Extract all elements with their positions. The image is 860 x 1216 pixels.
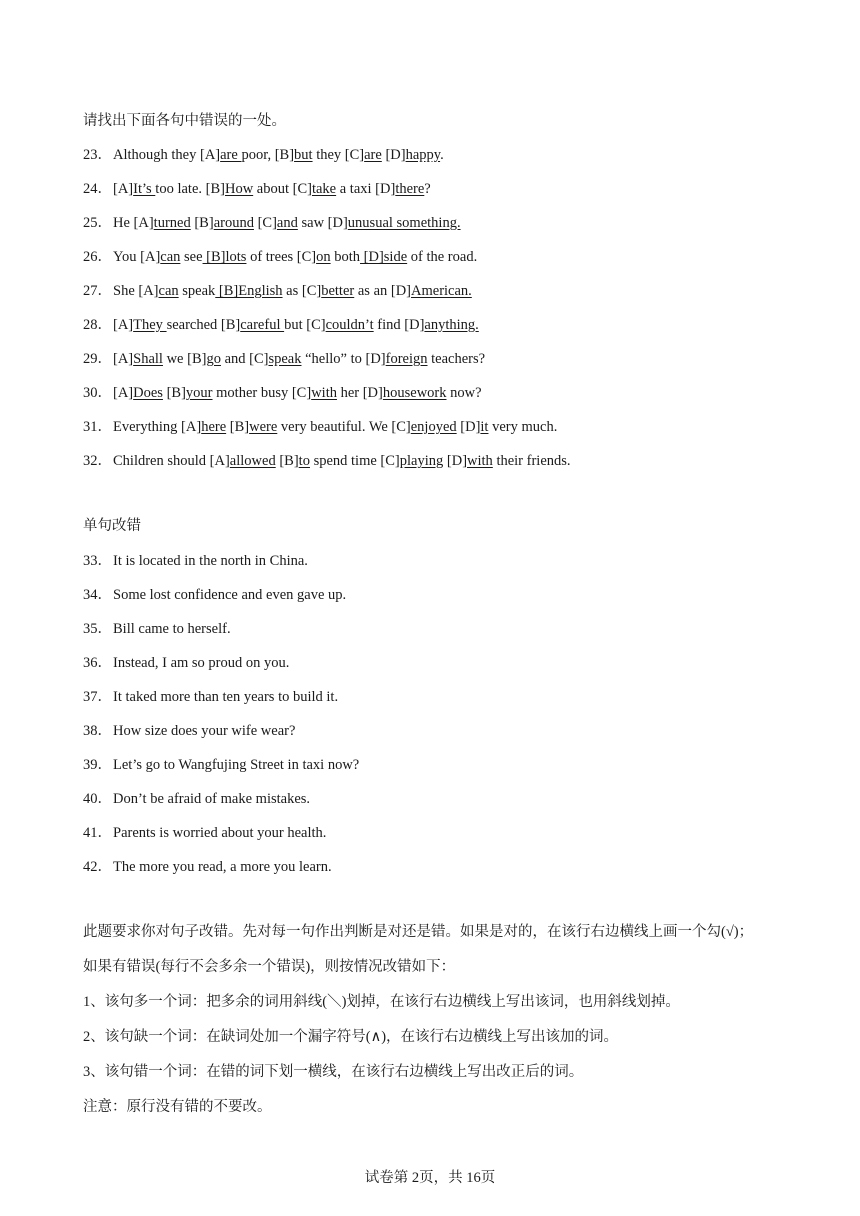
question-text: teachers?: [427, 351, 486, 367]
correction-item: [83, 551, 308, 571]
underlined-option: on: [316, 249, 331, 265]
underlined-option: your: [185, 385, 213, 401]
question-text: [D]: [381, 147, 406, 163]
underlined-option: are: [220, 147, 242, 163]
instruction-line: 此题要求你对句子改错。先对每一句作出判断是对还是错。如果是对的，在该行右边横线上画一个勾(√)；: [83, 924, 754, 940]
question-text: spend time [C]: [309, 453, 400, 469]
question-number: 30．: [83, 385, 112, 401]
correction-item: [83, 789, 310, 809]
question-text: [D]: [456, 419, 481, 435]
item-text: How size does your wife wear?: [113, 723, 296, 739]
underlined-option: to: [298, 453, 310, 469]
item-number: 34．: [83, 587, 112, 603]
underlined-option: It’s: [133, 181, 156, 197]
question-text: too late. [B]: [155, 181, 225, 197]
question-text: we [B]: [162, 351, 207, 367]
underlined-option: couldn’t: [325, 317, 374, 333]
item-number: 42．: [83, 859, 112, 875]
question-text: and [C]: [220, 351, 269, 367]
item-number: 37．: [83, 689, 112, 705]
question-number: 31．: [83, 419, 112, 435]
item-text: Instead, I am so proud on you.: [113, 655, 290, 671]
underlined-option: take: [311, 181, 337, 197]
question-text: a taxi [D]: [336, 181, 396, 197]
underlined-option: around: [213, 215, 254, 231]
question-item: [83, 417, 557, 437]
question-text: [B]: [190, 215, 214, 231]
question-text: mother busy [C]: [212, 385, 312, 401]
underlined-option: housework: [382, 385, 447, 401]
question-text: [C]: [253, 215, 277, 231]
underlined-option: it: [480, 419, 489, 435]
item-text: The more you read, a more you learn.: [113, 859, 332, 875]
question-text: now?: [446, 385, 482, 401]
correction-item: [83, 755, 359, 775]
question-item: [83, 281, 472, 301]
section2-heading: 单句改错: [83, 518, 141, 534]
underlined-option: playing: [399, 453, 444, 469]
page-footer: 试卷第 2页，共 16页: [364, 1170, 496, 1186]
item-text: It is located in the north in China.: [113, 553, 308, 569]
question-text: searched [B]: [166, 317, 241, 333]
underlined-option: American.: [411, 283, 472, 299]
item-number: 33．: [83, 553, 112, 569]
underlined-option: [B]lots: [202, 249, 247, 265]
question-text: find [D]: [373, 317, 425, 333]
underlined-option: happy: [405, 147, 441, 163]
item-number: 39．: [83, 757, 112, 773]
underlined-option: and: [276, 215, 298, 231]
question-text: very much.: [488, 419, 558, 435]
instruction-line: 1、该句多一个词：把多余的词用斜线(＼)划掉，在该行右边横线上写出该词，也用斜线划掉。: [83, 994, 680, 1010]
question-text: [B]: [275, 453, 299, 469]
question-text: their friends.: [492, 453, 571, 469]
question-text: Although they [A]: [113, 147, 221, 163]
underlined-option: with: [467, 453, 493, 469]
instruction-line: 2、该句缺一个词：在缺词处加一个漏字符号(∧)，在该行右边横线上写出该加的词。: [83, 1029, 619, 1045]
underlined-option: unusual something.: [347, 215, 461, 231]
item-number: 40．: [83, 791, 112, 807]
underlined-option: turned: [153, 215, 191, 231]
underlined-option: can: [158, 283, 179, 299]
question-text: [A]: [113, 317, 134, 333]
underlined-option: Shall: [133, 351, 163, 367]
underlined-option: They: [133, 317, 167, 333]
underlined-option: were: [249, 419, 278, 435]
question-text: very beautiful. We [C]: [277, 419, 411, 435]
question-text: [A]: [113, 385, 134, 401]
question-item: [83, 451, 571, 471]
question-text: of the road.: [407, 249, 478, 265]
question-number: 28．: [83, 317, 112, 333]
correction-item: [83, 721, 295, 741]
item-number: 35．: [83, 621, 112, 637]
question-item: [83, 247, 477, 267]
underlined-option: enjoyed: [410, 419, 457, 435]
question-text: but [C]: [284, 317, 326, 333]
question-text: “hello” to [D]: [301, 351, 386, 367]
item-number: 38．: [83, 723, 112, 739]
question-text: of trees [C]: [246, 249, 317, 265]
underlined-option: careful: [240, 317, 285, 333]
question-text: .: [440, 147, 444, 163]
item-number: 41．: [83, 825, 112, 841]
question-text: Everything [A]: [113, 419, 202, 435]
item-text: Don’t be afraid of make mistakes.: [113, 791, 311, 807]
item-text: Parents is worried about your health.: [113, 825, 327, 841]
instruction-line: 3、该句错一个词：在错的词下划一横线，在该行右边横线上写出改正后的词。: [83, 1064, 584, 1080]
question-item: [83, 349, 485, 369]
underlined-option: speak: [268, 351, 302, 367]
underlined-option: but: [294, 147, 313, 163]
instruction-line: 注意：原行没有错的不要改。: [83, 1099, 272, 1115]
question-item: [83, 315, 479, 335]
item-number: 36．: [83, 655, 112, 671]
underlined-option: better: [321, 283, 355, 299]
correction-item: [83, 857, 332, 877]
question-text: as an [D]: [354, 283, 412, 299]
question-text: as [C]: [282, 283, 322, 299]
question-item: [83, 213, 461, 233]
question-text: [B]: [226, 419, 250, 435]
question-text: about [C]: [253, 181, 312, 197]
question-text: [B]: [162, 385, 186, 401]
correction-item: [83, 619, 231, 639]
question-number: 24．: [83, 181, 112, 197]
underlined-option: allowed: [229, 453, 276, 469]
underlined-option: there: [395, 181, 425, 197]
question-text: She [A]: [113, 283, 159, 299]
question-text: both: [330, 249, 361, 265]
question-text: [A]: [113, 351, 134, 367]
correction-item: [83, 585, 346, 605]
underlined-option: [D]side: [360, 249, 408, 265]
question-text: poor, [B]: [241, 147, 295, 163]
question-text: Children should [A]: [113, 453, 230, 469]
question-text: saw [D]: [297, 215, 348, 231]
item-text: Let’s go to Wangfujing Street in taxi now?: [113, 757, 360, 773]
question-number: 25．: [83, 215, 112, 231]
question-text: speak: [178, 283, 216, 299]
section1-heading: 请找出下面各句中错误的一处。: [83, 113, 286, 129]
question-text: He [A]: [113, 215, 154, 231]
underlined-option: How: [224, 181, 254, 197]
correction-item: [83, 687, 338, 707]
instruction-line: 如果有错误(每行不会多余一个错误)，则按情况改错如下：: [83, 959, 456, 975]
question-item: [83, 145, 444, 165]
item-text: Bill came to herself.: [113, 621, 231, 637]
question-text: see: [180, 249, 203, 265]
underlined-option: Does: [133, 385, 163, 401]
question-item: [83, 179, 431, 199]
question-number: 32．: [83, 453, 112, 469]
question-text: [D]: [443, 453, 468, 469]
question-text: her [D]: [336, 385, 383, 401]
question-number: 27．: [83, 283, 112, 299]
correction-item: [83, 653, 289, 673]
underlined-option: here: [201, 419, 227, 435]
question-item: [83, 383, 482, 403]
underlined-option: anything.: [424, 317, 479, 333]
underlined-option: with: [311, 385, 337, 401]
question-number: 26．: [83, 249, 112, 265]
underlined-option: can: [160, 249, 181, 265]
item-text: It taked more than ten years to build it.: [113, 689, 339, 705]
underlined-option: go: [206, 351, 221, 367]
question-text: they [C]: [312, 147, 365, 163]
question-text: ?: [424, 181, 431, 197]
underlined-option: [B]English: [215, 283, 283, 299]
question-number: 29．: [83, 351, 112, 367]
question-text: [A]: [113, 181, 134, 197]
question-number: 23．: [83, 147, 112, 163]
question-text: You [A]: [113, 249, 161, 265]
underlined-option: are: [364, 147, 382, 163]
item-text: Some lost confidence and even gave up.: [113, 587, 347, 603]
correction-item: [83, 823, 326, 843]
underlined-option: foreign: [385, 351, 428, 367]
